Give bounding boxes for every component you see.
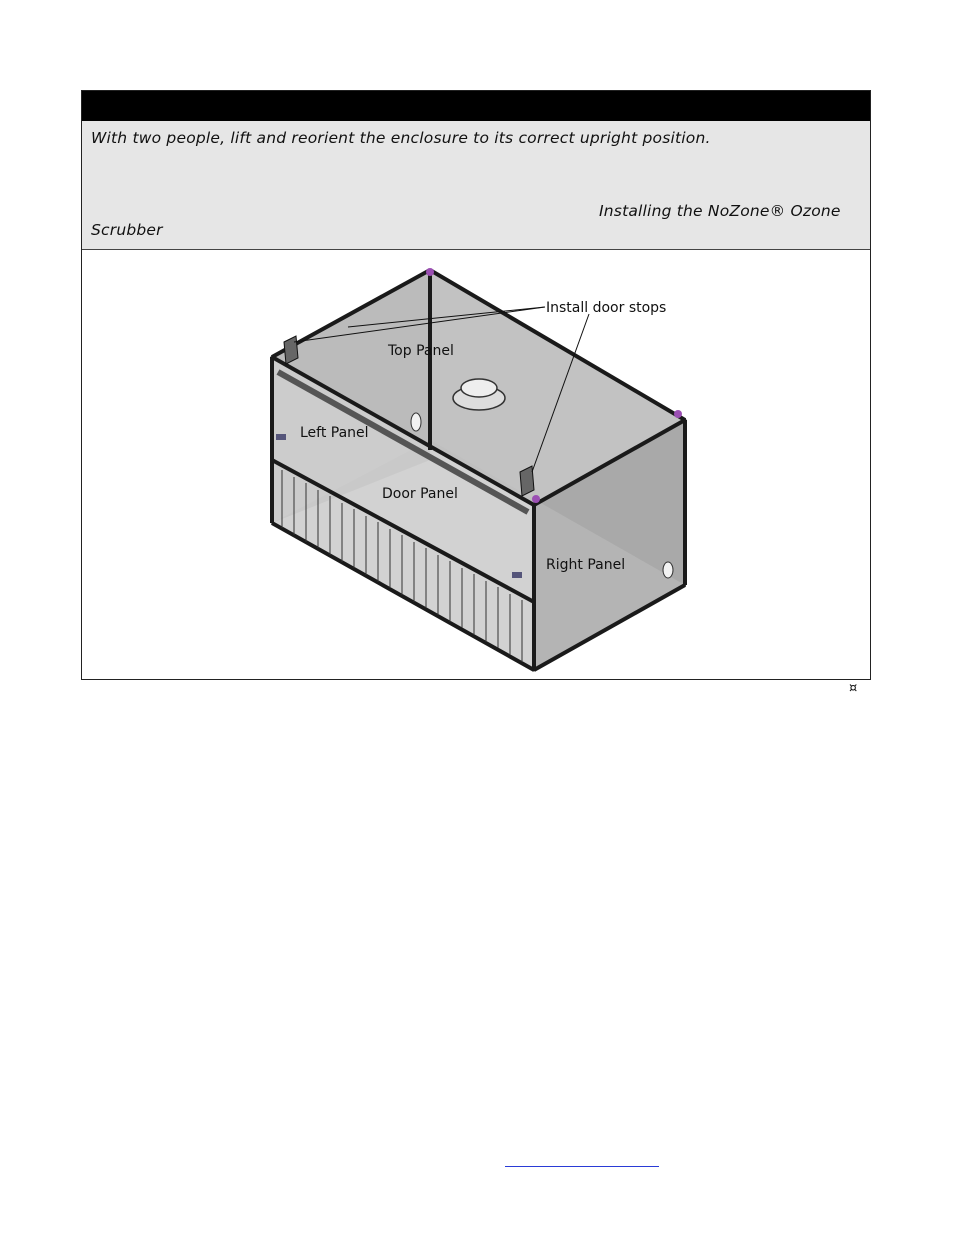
footer-link[interactable] [505,1152,659,1167]
reference-link-text[interactable]: Installing the NoZone® Ozone [599,202,841,220]
step-header-bar [82,91,870,121]
table-end-mark: ¤ [849,681,858,696]
step-instruction: With two people, lift and reorient the enclosure to its correct upright position. [91,129,711,147]
side-port [411,413,421,431]
fastener-top [426,268,434,276]
label-left-panel: Left Panel [300,425,369,441]
scrubber-port [461,379,497,397]
callout-install-door-stops: Install door stops [546,300,667,316]
fastener-right [674,410,682,418]
door-stop-right [520,466,534,496]
fastener-front [532,495,540,503]
enclosure-figure [82,250,870,680]
label-top-panel: Top Panel [388,343,454,359]
right-side-port [663,562,673,578]
label-right-panel: Right Panel [546,557,626,573]
reference-link-text-continued[interactable]: Scrubber [91,221,163,239]
right-handle [512,572,522,578]
step-text-cell [82,121,870,250]
procedure-step-box [81,90,871,680]
label-door-panel: Door Panel [382,486,458,502]
enclosure-illustration [82,250,870,680]
left-handle [276,434,286,440]
